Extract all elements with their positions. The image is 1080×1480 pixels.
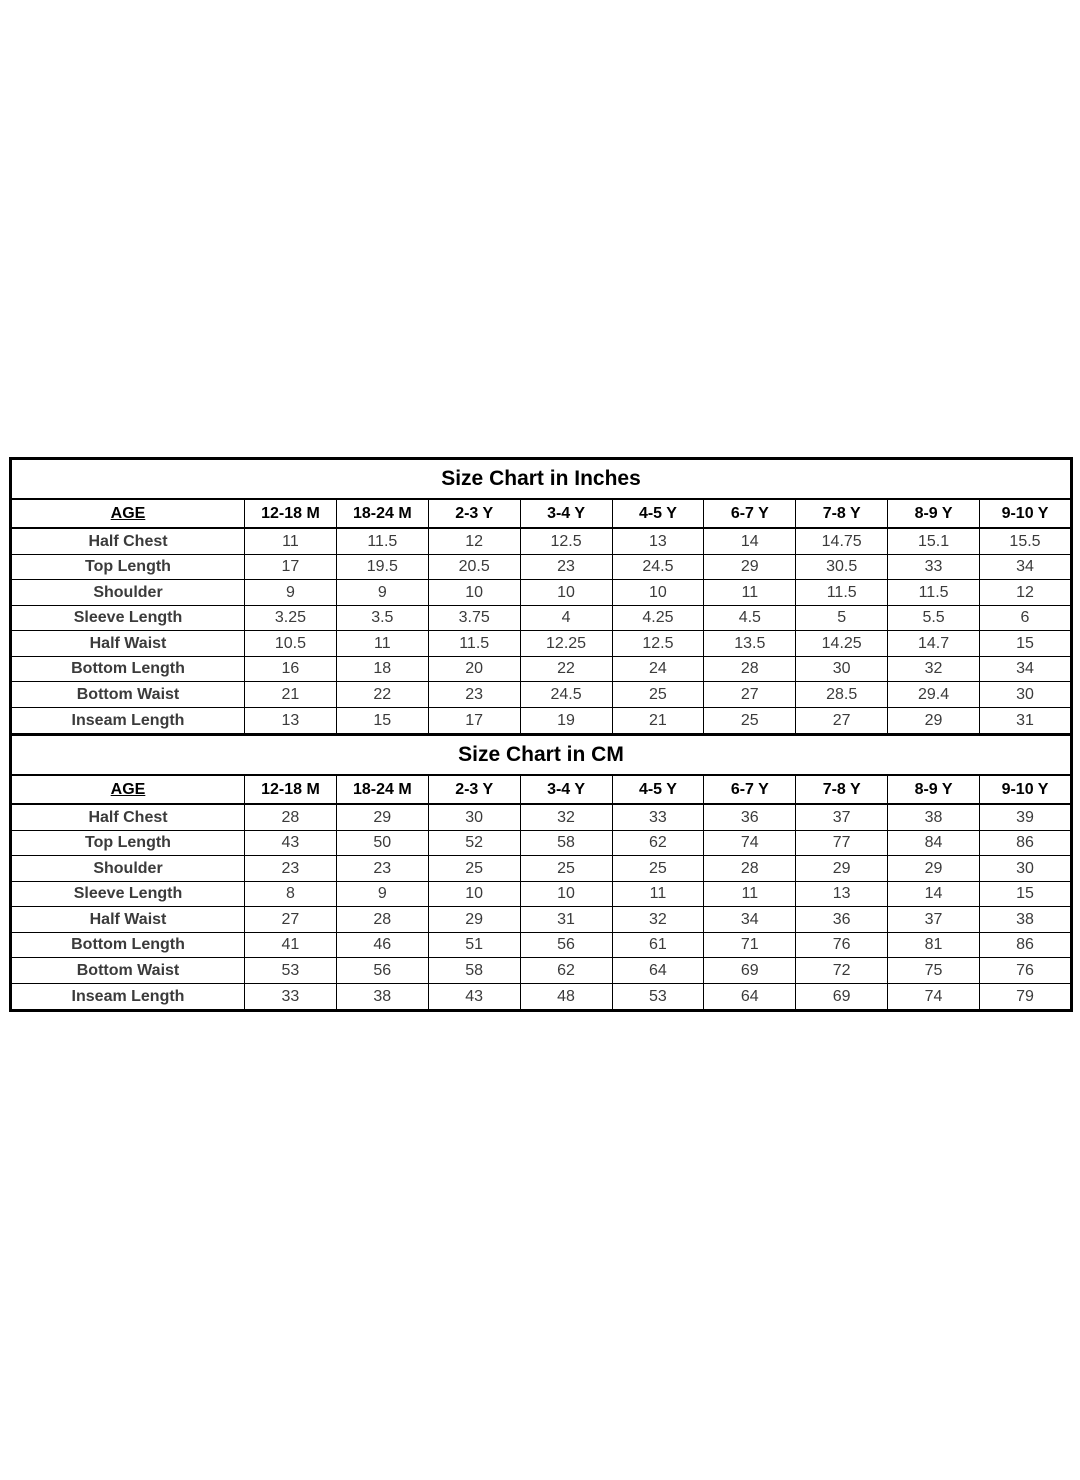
section-title: Size Chart in Inches xyxy=(11,459,1072,500)
row-label: Sleeve Length xyxy=(11,605,245,631)
value-cell: 38 xyxy=(980,907,1072,933)
value-cell: 53 xyxy=(612,983,704,1010)
value-cell: 14.25 xyxy=(796,631,888,657)
value-cell: 23 xyxy=(245,856,337,882)
value-cell: 56 xyxy=(336,958,428,984)
size-column-header: 4-5 Y xyxy=(612,775,704,804)
row-label: Half Waist xyxy=(11,631,245,657)
table-row xyxy=(11,605,1072,631)
age-column-header: AGE xyxy=(11,775,245,804)
value-cell: 12.5 xyxy=(612,631,704,657)
value-cell: 69 xyxy=(704,958,796,984)
value-cell: 15 xyxy=(980,881,1072,907)
value-cell: 25 xyxy=(520,856,612,882)
value-cell: 15 xyxy=(980,631,1072,657)
value-cell: 62 xyxy=(520,958,612,984)
value-cell: 30 xyxy=(980,682,1072,708)
value-cell: 16 xyxy=(245,656,337,682)
value-cell: 29 xyxy=(428,907,520,933)
value-cell: 10 xyxy=(428,580,520,606)
size-column-header: 3-4 Y xyxy=(520,775,612,804)
value-cell: 33 xyxy=(612,804,704,830)
size-column-header: 6-7 Y xyxy=(704,775,796,804)
size-column-header: 4-5 Y xyxy=(612,499,704,528)
value-cell: 14.75 xyxy=(796,528,888,554)
row-label: Half Waist xyxy=(11,907,245,933)
value-cell: 64 xyxy=(704,983,796,1010)
value-cell: 74 xyxy=(888,983,980,1010)
value-cell: 30 xyxy=(980,856,1072,882)
value-cell: 61 xyxy=(612,932,704,958)
value-cell: 10 xyxy=(520,580,612,606)
value-cell: 30.5 xyxy=(796,554,888,580)
value-cell: 72 xyxy=(796,958,888,984)
value-cell: 53 xyxy=(245,958,337,984)
value-cell: 69 xyxy=(796,983,888,1010)
value-cell: 13 xyxy=(796,881,888,907)
size-column-header: 9-10 Y xyxy=(980,775,1072,804)
value-cell: 31 xyxy=(980,708,1072,735)
value-cell: 19 xyxy=(520,708,612,735)
value-cell: 29 xyxy=(888,856,980,882)
value-cell: 20 xyxy=(428,656,520,682)
size-column-header: 8-9 Y xyxy=(888,775,980,804)
value-cell: 29 xyxy=(796,856,888,882)
value-cell: 28 xyxy=(704,856,796,882)
value-cell: 17 xyxy=(245,554,337,580)
value-cell: 71 xyxy=(704,932,796,958)
value-cell: 28 xyxy=(245,804,337,830)
value-cell: 12.25 xyxy=(520,631,612,657)
value-cell: 3.5 xyxy=(336,605,428,631)
column-header-row xyxy=(11,775,1072,804)
value-cell: 41 xyxy=(245,932,337,958)
value-cell: 6 xyxy=(980,605,1072,631)
value-cell: 37 xyxy=(796,804,888,830)
size-column-header: 9-10 Y xyxy=(980,499,1072,528)
value-cell: 24.5 xyxy=(612,554,704,580)
value-cell: 28 xyxy=(704,656,796,682)
table-row xyxy=(11,804,1072,830)
size-column-header: 12-18 M xyxy=(245,499,337,528)
value-cell: 81 xyxy=(888,932,980,958)
value-cell: 4 xyxy=(520,605,612,631)
value-cell: 10 xyxy=(520,881,612,907)
row-label: Sleeve Length xyxy=(11,881,245,907)
column-header-row xyxy=(11,499,1072,528)
value-cell: 62 xyxy=(612,830,704,856)
value-cell: 14 xyxy=(704,528,796,554)
value-cell: 24.5 xyxy=(520,682,612,708)
value-cell: 76 xyxy=(980,958,1072,984)
size-column-header: 12-18 M xyxy=(245,775,337,804)
size-column-header: 7-8 Y xyxy=(796,775,888,804)
table-row xyxy=(11,554,1072,580)
value-cell: 28 xyxy=(336,907,428,933)
value-cell: 79 xyxy=(980,983,1072,1010)
value-cell: 34 xyxy=(704,907,796,933)
row-label: Top Length xyxy=(11,554,245,580)
value-cell: 9 xyxy=(245,580,337,606)
value-cell: 8 xyxy=(245,881,337,907)
table-row xyxy=(11,958,1072,984)
value-cell: 3.75 xyxy=(428,605,520,631)
value-cell: 29 xyxy=(888,708,980,735)
value-cell: 24 xyxy=(612,656,704,682)
value-cell: 22 xyxy=(520,656,612,682)
value-cell: 15.5 xyxy=(980,528,1072,554)
value-cell: 18 xyxy=(336,656,428,682)
value-cell: 11.5 xyxy=(336,528,428,554)
section-title-row xyxy=(11,734,1072,775)
value-cell: 25 xyxy=(612,682,704,708)
size-column-header: 7-8 Y xyxy=(796,499,888,528)
size-chart xyxy=(9,457,1073,1012)
size-column-header: 18-24 M xyxy=(336,775,428,804)
row-label: Shoulder xyxy=(11,856,245,882)
value-cell: 27 xyxy=(704,682,796,708)
table-row xyxy=(11,830,1072,856)
value-cell: 51 xyxy=(428,932,520,958)
size-chart-body xyxy=(11,459,1072,1011)
row-label: Bottom Length xyxy=(11,932,245,958)
value-cell: 39 xyxy=(980,804,1072,830)
value-cell: 19.5 xyxy=(336,554,428,580)
value-cell: 23 xyxy=(520,554,612,580)
value-cell: 36 xyxy=(704,804,796,830)
value-cell: 43 xyxy=(428,983,520,1010)
row-label: Bottom Waist xyxy=(11,682,245,708)
value-cell: 12 xyxy=(428,528,520,554)
value-cell: 9 xyxy=(336,580,428,606)
value-cell: 11 xyxy=(336,631,428,657)
value-cell: 11.5 xyxy=(888,580,980,606)
value-cell: 4.5 xyxy=(704,605,796,631)
value-cell: 14 xyxy=(888,881,980,907)
table-row xyxy=(11,932,1072,958)
value-cell: 32 xyxy=(612,907,704,933)
value-cell: 25 xyxy=(428,856,520,882)
value-cell: 86 xyxy=(980,932,1072,958)
size-column-header: 6-7 Y xyxy=(704,499,796,528)
value-cell: 13 xyxy=(612,528,704,554)
value-cell: 33 xyxy=(245,983,337,1010)
table-row xyxy=(11,708,1072,735)
value-cell: 17 xyxy=(428,708,520,735)
value-cell: 11 xyxy=(245,528,337,554)
size-column-header: 3-4 Y xyxy=(520,499,612,528)
value-cell: 11 xyxy=(704,881,796,907)
value-cell: 13.5 xyxy=(704,631,796,657)
value-cell: 25 xyxy=(612,856,704,882)
value-cell: 75 xyxy=(888,958,980,984)
value-cell: 10.5 xyxy=(245,631,337,657)
value-cell: 29 xyxy=(336,804,428,830)
value-cell: 14.7 xyxy=(888,631,980,657)
size-column-header: 18-24 M xyxy=(336,499,428,528)
row-label: Half Chest xyxy=(11,804,245,830)
table-row xyxy=(11,656,1072,682)
section-title: Size Chart in CM xyxy=(11,734,1072,775)
value-cell: 15 xyxy=(336,708,428,735)
value-cell: 34 xyxy=(980,554,1072,580)
table-row xyxy=(11,682,1072,708)
value-cell: 84 xyxy=(888,830,980,856)
size-column-header: 2-3 Y xyxy=(428,775,520,804)
value-cell: 11 xyxy=(704,580,796,606)
value-cell: 27 xyxy=(245,907,337,933)
value-cell: 29.4 xyxy=(888,682,980,708)
age-column-header: AGE xyxy=(11,499,245,528)
value-cell: 12 xyxy=(980,580,1072,606)
size-column-header: 2-3 Y xyxy=(428,499,520,528)
value-cell: 58 xyxy=(428,958,520,984)
value-cell: 25 xyxy=(704,708,796,735)
value-cell: 5.5 xyxy=(888,605,980,631)
table-row xyxy=(11,983,1072,1010)
size-chart-table xyxy=(9,457,1073,1012)
value-cell: 34 xyxy=(980,656,1072,682)
value-cell: 46 xyxy=(336,932,428,958)
value-cell: 11.5 xyxy=(428,631,520,657)
value-cell: 10 xyxy=(428,881,520,907)
value-cell: 58 xyxy=(520,830,612,856)
value-cell: 48 xyxy=(520,983,612,1010)
value-cell: 52 xyxy=(428,830,520,856)
row-label: Shoulder xyxy=(11,580,245,606)
value-cell: 20.5 xyxy=(428,554,520,580)
row-label: Bottom Waist xyxy=(11,958,245,984)
value-cell: 15.1 xyxy=(888,528,980,554)
value-cell: 9 xyxy=(336,881,428,907)
value-cell: 4.25 xyxy=(612,605,704,631)
value-cell: 31 xyxy=(520,907,612,933)
section-title-row xyxy=(11,459,1072,500)
value-cell: 56 xyxy=(520,932,612,958)
table-row xyxy=(11,528,1072,554)
table-row xyxy=(11,856,1072,882)
value-cell: 64 xyxy=(612,958,704,984)
table-row xyxy=(11,580,1072,606)
value-cell: 11 xyxy=(612,881,704,907)
value-cell: 5 xyxy=(796,605,888,631)
value-cell: 21 xyxy=(245,682,337,708)
value-cell: 30 xyxy=(796,656,888,682)
value-cell: 33 xyxy=(888,554,980,580)
value-cell: 3.25 xyxy=(245,605,337,631)
row-label: Inseam Length xyxy=(11,983,245,1010)
row-label: Top Length xyxy=(11,830,245,856)
row-label: Half Chest xyxy=(11,528,245,554)
value-cell: 50 xyxy=(336,830,428,856)
value-cell: 38 xyxy=(336,983,428,1010)
size-column-header: 8-9 Y xyxy=(888,499,980,528)
value-cell: 36 xyxy=(796,907,888,933)
value-cell: 21 xyxy=(612,708,704,735)
value-cell: 32 xyxy=(520,804,612,830)
value-cell: 10 xyxy=(612,580,704,606)
value-cell: 23 xyxy=(428,682,520,708)
value-cell: 38 xyxy=(888,804,980,830)
value-cell: 29 xyxy=(704,554,796,580)
value-cell: 23 xyxy=(336,856,428,882)
value-cell: 43 xyxy=(245,830,337,856)
value-cell: 28.5 xyxy=(796,682,888,708)
table-row xyxy=(11,631,1072,657)
value-cell: 76 xyxy=(796,932,888,958)
value-cell: 37 xyxy=(888,907,980,933)
value-cell: 30 xyxy=(428,804,520,830)
value-cell: 22 xyxy=(336,682,428,708)
row-label: Inseam Length xyxy=(11,708,245,735)
value-cell: 27 xyxy=(796,708,888,735)
table-row xyxy=(11,881,1072,907)
value-cell: 32 xyxy=(888,656,980,682)
value-cell: 11.5 xyxy=(796,580,888,606)
value-cell: 74 xyxy=(704,830,796,856)
row-label: Bottom Length xyxy=(11,656,245,682)
value-cell: 12.5 xyxy=(520,528,612,554)
value-cell: 86 xyxy=(980,830,1072,856)
value-cell: 13 xyxy=(245,708,337,735)
table-row xyxy=(11,907,1072,933)
value-cell: 77 xyxy=(796,830,888,856)
